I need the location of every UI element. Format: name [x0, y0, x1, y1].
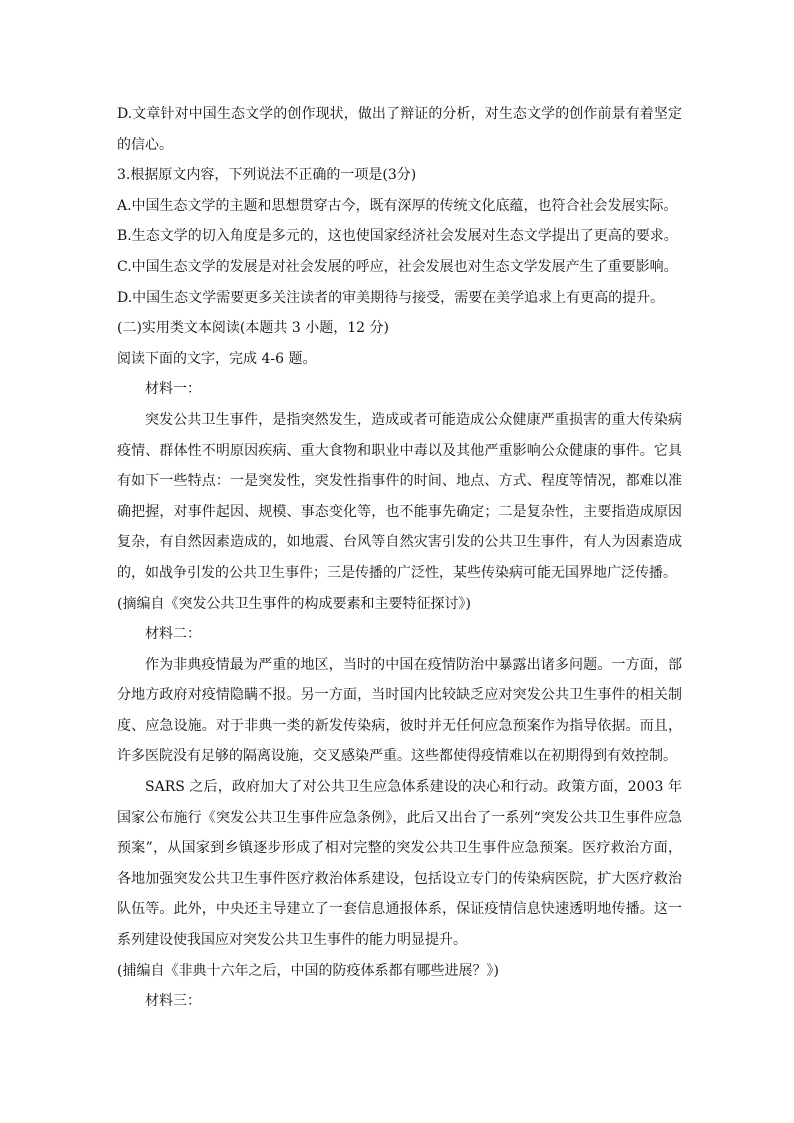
q3-option-c: C.中国生态文学的发展是对社会发展的呼应，社会发展也对生态文学发展产生了重要影响。 [117, 258, 678, 275]
q3-stem: 3.根据原文内容，下列说法不正确的一项是(3分) [117, 167, 417, 184]
document-body [117, 99, 682, 1017]
material1-source: (摘编自《突发公共卫生事件的构成要素和主要特征探讨》) [117, 595, 471, 612]
material1-label: 材料一： [145, 381, 201, 398]
material2-source: (捕编自《非典十六年之后，中国的防疫体系都有哪些进展？》) [117, 962, 499, 979]
q3-option-d: D.中国生态文学需要更多关注读者的审美期待与接受，需要在美学追求上有更高的提升。 [117, 289, 665, 306]
material2-label: 材料二： [145, 626, 201, 643]
material3-label: 材料三： [145, 993, 201, 1010]
section-instruction: 阅读下面的文字，完成 4-6 题。 [117, 350, 317, 367]
q3-option-b: B.生态文学的切入角度是多元的，这也使国家经济社会发展对生态文学提出了更高的要求。 [117, 228, 678, 245]
q3-option-a: A.中国生态文学的主题和思想贯穿古今，既有深厚的传统文化底蕴，也符合社会发展实际。 [117, 197, 678, 214]
material2-paragraph-2: SARS 之后，政府加大了对公共卫生应急体系建设的决心和行动。政策方面，2003 年国家公布施行《突发公共卫生事件应急条例》，此后又出台了一系列“突发公共卫生事件应急预案”，从国家到乡镇逐步形成了相对完整的突发公共卫生事件应急预案。医疗救治方面，各地加强突发公共卫生事件医疗救治体系建设，包括设立专门的传染病医院，扩大医疗救治队伍等。此外，中央还主导建立了一套信息通报体系，保证疫情信息快速透明地传播。这一系列建设使我国应对突发公共卫生事件的能力明显提升。 [117, 779, 682, 949]
material2-paragraph-1: 作为非典疫情最为严重的地区，当时的中国在疫情防治中暴露出诸多问题。一方面，部分地方政府对疫情隐瞒不报。另一方面，当时国内比较缺乏应对突发公共卫生事件的相关制度、应急设施。对于非典一类的新发传染病，彼时并无任何应急预案作为指导依据。而且，许多医院没有足够的隔离设施，交叉感染严重。这些都使得疫情难以在初期得到有效控制。 [117, 656, 682, 765]
section-heading: (二)实用类文本阅读(本题共 3 小题，12 分) [117, 320, 389, 337]
material1-paragraph: 突发公共卫生事件，是指突然发生，造成或者可能造成公众健康严重损害的重大传染病疫情、群体性不明原因疾病、重大食物和职业中毒以及其他严重影响公众健康的事件。它具有如下一些特点：一是突发性，突发性指事件的时间、地点、方式、程度等情况，都难以准确把握，对事件起因、规模、事态变化等，也不能事先确定；二是复杂性，主要指造成原因复杂，有自然因素造成的，如地震、台风等自然灾害引发的公共卫生事件，有人为因素造成的，如战争引发的公共卫生事件；三是传播的广泛性，某些传染病可能无国界地广泛传播。 [117, 411, 682, 581]
q2-option-d: D.文章针对中国生态文学的创作现状，做出了辩证的分析，对生态文学的创作前景有着坚定的信心。 [117, 106, 682, 153]
